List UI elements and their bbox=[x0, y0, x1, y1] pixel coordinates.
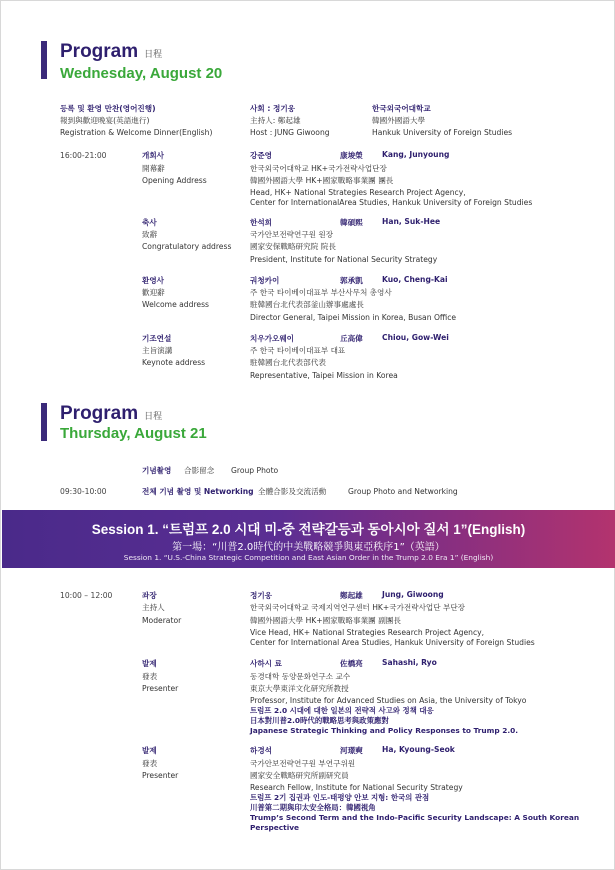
role-zh: 歡迎辭 bbox=[142, 288, 165, 297]
reg-org-zh: 韓國外國語大學 bbox=[372, 116, 426, 125]
day1-date: Wednesday, August 20 bbox=[60, 65, 223, 82]
photo-en: Group Photo bbox=[231, 466, 279, 475]
speaker-name-ko: 한석희 bbox=[250, 218, 273, 227]
section-accent-bar bbox=[41, 41, 47, 79]
reg-host-en: Host : JUNG Giwoong bbox=[250, 128, 330, 137]
reg-org-ko: 한국외국어대학교 bbox=[372, 104, 431, 113]
speaker-affil-line: Research Fellow, Institute for National Security Strategy bbox=[250, 783, 463, 792]
speaker-affil-line: 駐韓國台北代表部釜山辦事處處長 bbox=[250, 300, 364, 309]
program-heading-sub: 日程 bbox=[144, 411, 163, 421]
speaker-name-ko: 치우가오웨이 bbox=[250, 334, 295, 343]
role-zh: 主持人 bbox=[142, 603, 165, 612]
program-heading: Program 日程 bbox=[60, 403, 163, 424]
speaker-affil-line: 韓國外國語大學 HK+國家戰略事業團 副團長 bbox=[250, 616, 401, 625]
network-en: Group Photo and Networking bbox=[348, 487, 458, 496]
speaker-affil-line: 국가안보전략연구원 원장 bbox=[250, 230, 334, 239]
speaker-name-zh: 佐橋亮 bbox=[340, 659, 363, 668]
session-time: 10:00 – 12:00 bbox=[60, 591, 113, 600]
speaker-affil-line: Director General, Taipei Mission in Korea, Busan Office bbox=[250, 313, 457, 322]
role-zh: 發表 bbox=[142, 672, 158, 681]
speaker-name-en: Jung, Giwoong bbox=[382, 590, 444, 599]
speaker-affil-line: 國家安全戰略研究所副研究員 bbox=[250, 771, 349, 780]
speaker-name-zh: 康埈榮 bbox=[340, 151, 363, 160]
reg-org-en: Hankuk University of Foreign Studies bbox=[372, 128, 513, 137]
day2-date: Thursday, August 21 bbox=[60, 425, 207, 442]
paper-title-line: Japanese Strategic Thinking and Policy Responses to Trump 2.0. bbox=[250, 726, 519, 735]
paper-title-line: 트럼프 2.0 시대에 대한 일본의 전략적 사고와 정책 대응 bbox=[250, 706, 434, 715]
session-title-ko: Session 1. “트럼프 2.0 시대 미-중 전략갈등과 동아시아 질서 1”(English) bbox=[91, 522, 526, 537]
reg-host-zh: 主持人: 鄭起雄 bbox=[250, 116, 301, 125]
role-ko: 환영사 bbox=[142, 276, 165, 285]
speaker-affil-line: President, Institute for National Security Strategy bbox=[250, 255, 438, 264]
photo-zh: 合影留念 bbox=[184, 466, 215, 475]
speaker-name-en: Ha, Kyoung-Seok bbox=[382, 745, 455, 754]
speaker-name-zh: 丘高偉 bbox=[340, 334, 363, 343]
speaker-name-en: Kang, Junyoung bbox=[382, 150, 450, 159]
role-en: Keynote address bbox=[142, 358, 206, 367]
role-en: Welcome address bbox=[142, 300, 209, 309]
speaker-affil-line: 駐韓國台北代表部代表 bbox=[250, 358, 326, 367]
paper-title-line: Trump’s Second Term and the Indo-Pacific Security Landscape: A South Korean bbox=[250, 813, 580, 822]
role-ko: 기조연설 bbox=[142, 334, 172, 343]
day1-time: 16:00-21:00 bbox=[60, 151, 107, 160]
speaker-name-zh: 河璟奭 bbox=[340, 746, 363, 755]
speaker-affil-line: 주 한국 타이베이대표부 대표 bbox=[250, 346, 346, 355]
speaker-name-ko: 하경석 bbox=[250, 746, 273, 755]
role-en: Opening Address bbox=[142, 176, 207, 185]
speaker-affil-line: 국가안보전략연구원 부연구위원 bbox=[250, 759, 356, 768]
session-banner bbox=[2, 510, 615, 568]
session-title-en: Session 1. “U.S.-China Strategic Competition and East Asian Order in the Trump 2.0 Era 1” (English) bbox=[123, 553, 494, 562]
role-en: Presenter bbox=[142, 771, 179, 780]
speaker-affil-line: Center for InternationalArea Studies, Hankuk University of Foreign Studies bbox=[250, 198, 533, 207]
role-zh: 開幕辭 bbox=[142, 164, 165, 173]
speaker-affil-line: 韓國外國語大學 HK+國家戰略事業團 團長 bbox=[250, 176, 394, 185]
session-title-zh: 第一場：“川普2.0時代的中美戰略競爭與東亞秩序1”（英語） bbox=[172, 542, 445, 553]
role-ko: 축사 bbox=[142, 218, 157, 227]
speaker-affil-line: Center for International Area Studies, Hankuk University of Foreign Studies bbox=[250, 638, 535, 647]
speaker-name-en: Sahashi, Ryo bbox=[382, 658, 437, 667]
role-en: Congratulatory address bbox=[142, 242, 232, 251]
network-zh: 全體合影及交流活動 bbox=[258, 487, 327, 496]
reg-title-ko: 등록 및 환영 만찬(영어진행) bbox=[60, 104, 156, 113]
role-en: Presenter bbox=[142, 684, 179, 693]
speaker-affil-line: 한국외국어대학교 HK+국가전략사업단장 bbox=[250, 164, 387, 173]
speaker-name-ko: 강준영 bbox=[250, 151, 273, 160]
speaker-affil-line: 주 한국 타이베이대표부 부산사무처 총영사 bbox=[250, 288, 392, 297]
speaker-affil-line: 동경대학 동양문화연구소 교수 bbox=[250, 672, 351, 681]
speaker-name-en: Chiou, Gow-Wei bbox=[382, 333, 449, 342]
role-ko: 발제 bbox=[142, 659, 157, 668]
speaker-name-zh: 郭承凱 bbox=[340, 276, 363, 285]
speaker-affil-line: Representative, Taipei Mission in Korea bbox=[250, 371, 398, 380]
speaker-name-zh: 鄭起雄 bbox=[340, 591, 363, 600]
reg-title-zh: 報到與歡迎晚宴(英語進行) bbox=[60, 116, 150, 125]
speaker-name-ko: 궈청카이 bbox=[250, 276, 280, 285]
speaker-affil-line: Vice Head, HK+ National Strategies Research Project Agency, bbox=[250, 628, 485, 637]
paper-title-line: Perspective bbox=[250, 823, 300, 832]
paper-title-line: 日本對川普2.0時代的戰略思考與政策應對 bbox=[250, 716, 389, 725]
paper-title-line: 川普第二期與印太安全格局：韓國視角 bbox=[250, 803, 376, 812]
program-heading-sub: 日程 bbox=[144, 49, 163, 59]
paper-title-line: 트럼프 2기 집권과 인도-태평양 안보 지형: 한국의 관점 bbox=[250, 793, 430, 802]
speaker-name-ko: 사하시 료 bbox=[250, 659, 282, 668]
program-heading: Program 日程 bbox=[60, 41, 163, 62]
role-zh: 致辭 bbox=[142, 230, 158, 239]
role-ko: 발제 bbox=[142, 746, 157, 755]
reg-title-en: Registration & Welcome Dinner(English) bbox=[60, 128, 213, 137]
role-ko: 좌장 bbox=[142, 591, 157, 600]
network-time: 09:30-10:00 bbox=[60, 487, 107, 496]
speaker-affil-line: 한국외국어대학교 국제지역연구센터 HK+국가전략사업단 부단장 bbox=[250, 603, 466, 612]
network-ko: 전체 기념 촬영 및 Networking bbox=[142, 487, 254, 496]
speaker-name-zh: 韓碩熙 bbox=[340, 218, 363, 227]
speaker-name-ko: 정기웅 bbox=[250, 591, 273, 600]
speaker-affil-line: Professor, Institute for Advanced Studies on Asia, the University of Tokyo bbox=[250, 696, 527, 705]
photo-ko: 기념촬영 bbox=[142, 466, 172, 475]
speaker-affil-line: 國家安保戰略研究院 院長 bbox=[250, 242, 336, 251]
speaker-name-en: Kuo, Cheng-Kai bbox=[382, 275, 448, 284]
speaker-affil-line: Head, HK+ National Strategies Research Project Agency, bbox=[250, 188, 466, 197]
role-zh: 發表 bbox=[142, 759, 158, 768]
section-accent-bar bbox=[41, 403, 47, 441]
reg-host-ko: 사회 : 정기웅 bbox=[250, 104, 296, 113]
speaker-affil-line: 東京大學東洋文化研究所教授 bbox=[250, 684, 349, 693]
role-zh: 主旨演講 bbox=[142, 346, 173, 355]
role-en: Moderator bbox=[142, 616, 182, 625]
role-ko: 개회사 bbox=[142, 151, 165, 160]
speaker-name-en: Han, Suk-Hee bbox=[382, 217, 441, 226]
